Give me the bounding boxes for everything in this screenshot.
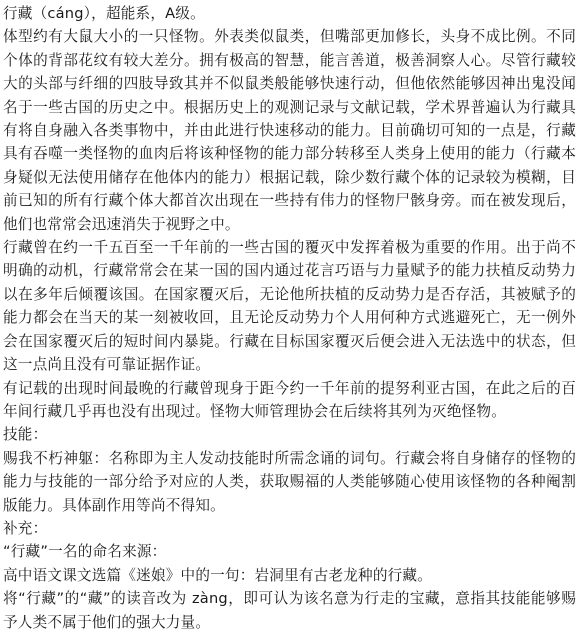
skills-heading: 技能： — [3, 426, 48, 444]
entry-title-line: 行藏（cáng），超能系，A级。 — [3, 5, 205, 22]
history-paragraph: 行藏曾在约一千五百至一千年前的一些古国的覆灭中发挥着极为重要的作用。出于尚不明确的动机，行藏常常会在某一国的国内通过花言巧语与力量赋予的能力扶植反动势力以在多年后倾覆该国。在国家覆灭后，无论他所扶植的反动势力是否存活，其被赋予的能力都会在当天的某一刻被收回，且无论反动势力个人用何种方式逃避死亡，无一例外会在国家覆灭后的短时间内暴毙。行藏在目标国家覆灭后便会进入无法选中的状态，但这一点尚且没有可靠证据作证。 — [3, 239, 576, 374]
name-origin-explanation: 将“行藏”的“藏”的读音改为 zàng，即可认为该名意为行走的宝藏，意指其技能能够赐予人类不属于他们的强大力量。 — [3, 590, 576, 631]
name-origin-quote: 高中语文课文选篇《迷娘》中的一句：岩洞里有古老龙种的行藏。 — [3, 566, 433, 584]
name-origin-heading: “行藏”一名的命名来源： — [3, 543, 167, 561]
description-paragraph: 体型约有大鼠大小的一只怪物。外表类似鼠类，但嘴部更加修长，头身不成比例。不同个体的背部花纹有较大差分。拥有极高的智慧，能言善道，极善洞察人心。尽管行藏较大的头部与纤细的四肢导致其并不似鼠类般能够快速行动，但他依然能够因神出鬼没闻名于一些古国的历史之中。根据历史上的观测记录与文献记载，学术界普遍认为行藏具有将自身融入各类事物中，并由此进行快速移动的能力。目前确切可知的一点是，行藏具有吞噬一类怪物的血肉后将该种怪物的能力部分转移至人类身上使用的能力（行藏本身疑似无法使用储存在他体内的能力）根据记载，除少数行藏个体的记录较为模糊，目前已知的所有行藏个体大都首次出现在一些持有伟力的怪物尸骸身旁。而在被发现后，他们也常常会迅速消失于视野之中。 — [3, 28, 576, 233]
last-record-paragraph: 有记载的出现时间最晚的行藏曾现身于距今约一千年前的提努利亚古国，在此之后的百年间行藏几乎再也没有出现过。怪物大师管理协会在后续将其列为灭绝怪物。 — [3, 379, 576, 420]
supplement-heading: 补充： — [3, 519, 48, 537]
skill-description: 赐我不朽神躯：名称即为主人发动技能时所需念诵的词句。行藏会将自身储存的怪物的能力与技能的一部分给予对应的人类，获取赐福的人类能够随心使用该怪物的各种阉割版能力。具体副作用等尚不得知。 — [3, 449, 576, 514]
